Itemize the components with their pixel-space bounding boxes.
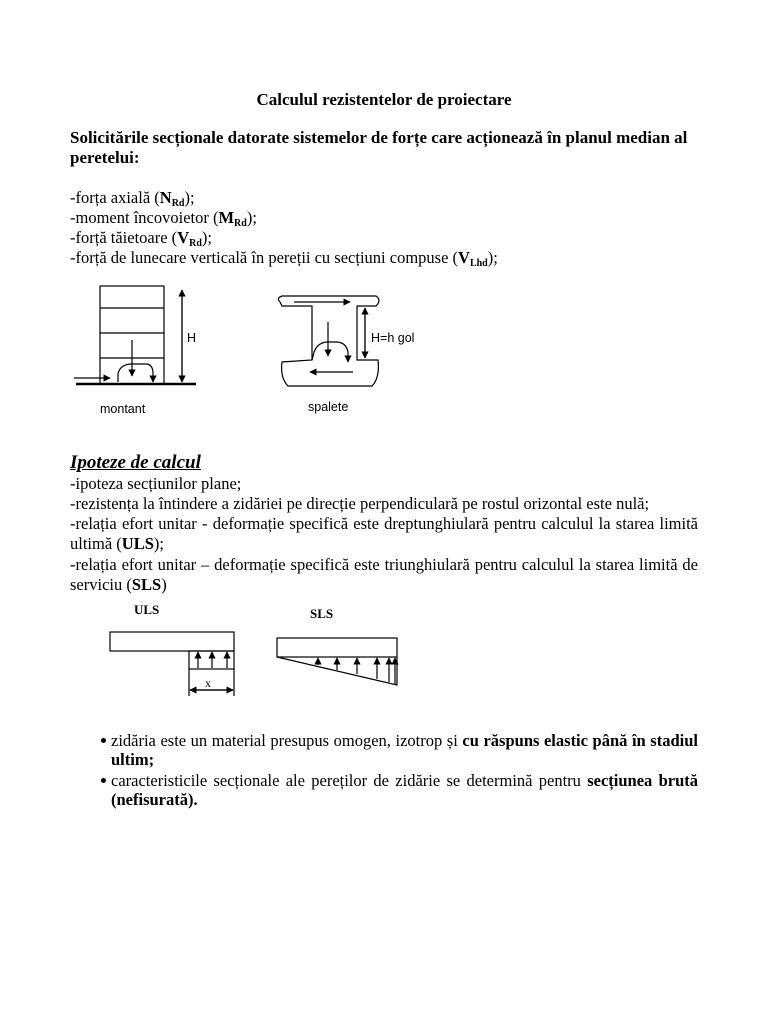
spalete-height-label: H=h gol — [371, 331, 415, 345]
force-line-shear: -forță tăietoare $(V_{Rd})$; — [70, 228, 212, 249]
hypotheses-heading: Ipoteze de calcul — [70, 452, 201, 473]
property-list — [70, 731, 698, 811]
spalete-drawing — [278, 296, 379, 386]
list-item: caracteristicile secționale ale pereților de zidărie se determină pentru secțiunea brută (nefisurată). — [70, 771, 698, 809]
bullet-icon — [101, 738, 106, 743]
force-line-axial: -forța axială $(N_{Rd})$; — [70, 188, 195, 209]
uls-x-label: x — [205, 676, 211, 690]
montant-caption: montant — [100, 402, 146, 416]
montant-drawing — [74, 286, 196, 384]
section-heading: Solicitările secționale datorate sistemelor de forțe care acționează în planul median al peretelui: — [70, 128, 688, 167]
figure-uls-sls — [0, 598, 768, 708]
list-item: zidăria este un material presupus omogen, izotrop și cu răspuns elastic până în stadiul ultim; — [70, 731, 698, 769]
force-line-sliding: -forță de lunecare verticală în pereții cu secțiuni compuse $(V_{Lhd})$; — [70, 248, 498, 269]
hypothesis-4: -relația efort unitar – deformație specifică este triunghiulară pentru calculul la starea limită de serviciu (SLS) — [70, 555, 698, 594]
force-line-moment: -moment încovoietor $(M_{Rd})$; — [70, 208, 257, 229]
sls-label: SLS — [310, 606, 334, 621]
bullet-icon — [101, 778, 106, 783]
hypothesis-2: -rezistența la întindere a zidăriei pe direcție perpendiculară pe rostul orizontal este nulă; — [70, 494, 650, 513]
figure-montant-spalete — [0, 270, 768, 430]
uls-drawing — [110, 632, 234, 696]
montant-height-label: H — [187, 331, 197, 345]
hypothesis-3: -relația efort unitar - deformație specifică este dreptunghiulară pentru calculul la starea limită ultimă (ULS); — [70, 514, 698, 553]
hypothesis-1: -ipoteza secțiunilor plane; — [70, 474, 242, 493]
sls-drawing — [277, 638, 397, 685]
spalete-caption: spalete — [308, 400, 349, 414]
page-title: Calculul rezistentelor de proiectare — [256, 90, 512, 109]
uls-label: ULS — [134, 602, 160, 617]
